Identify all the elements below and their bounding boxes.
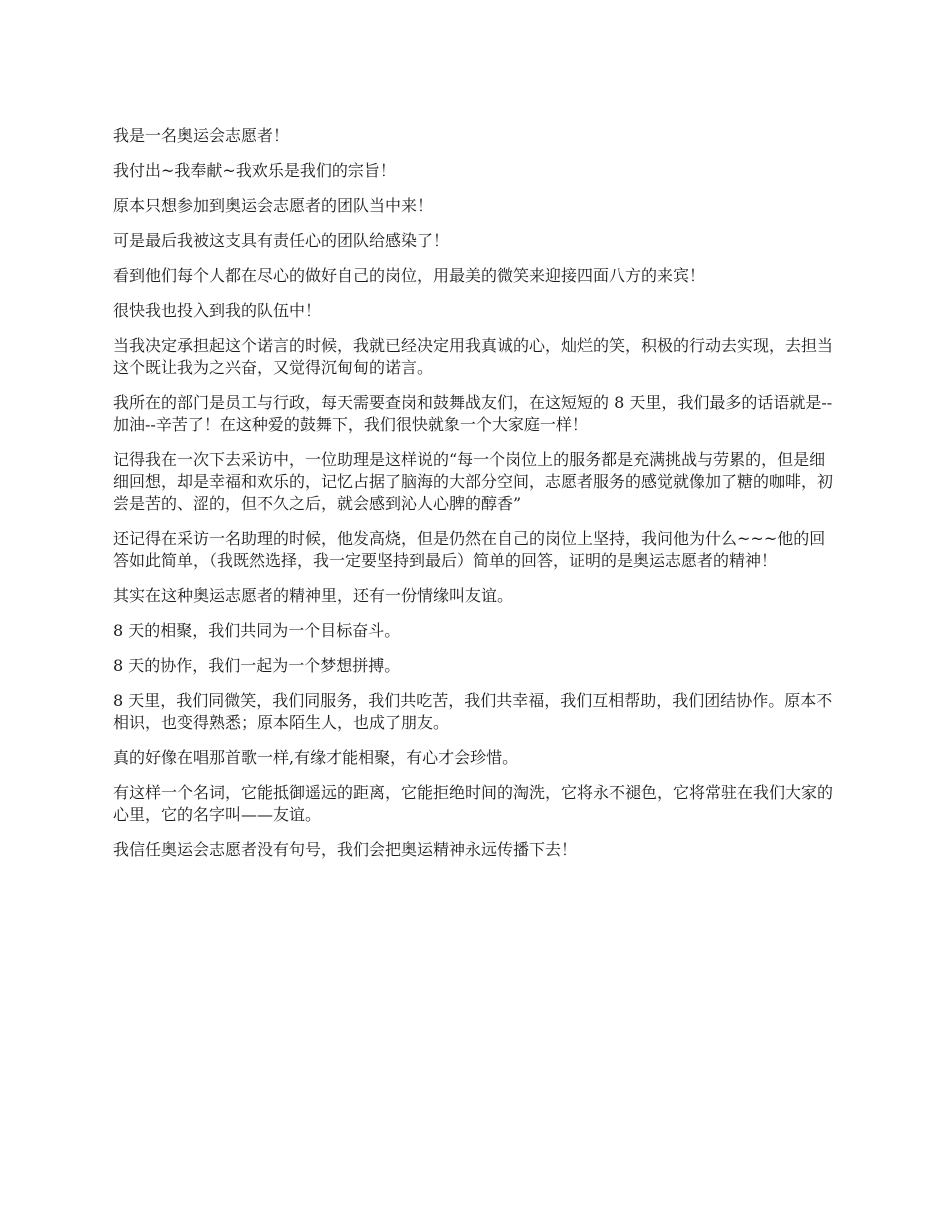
paragraph-1: 我是一名奥运会志愿者！ (113, 126, 290, 145)
paragraph-8: 我所在的部门是员工与行政，每天需要查岗和鼓舞战友们，在这短短的 8 天里，我们最多的话语就是--加油--辛苦了！在这种爱的鼓舞下，我们很快就象一个大家庭一样！ (113, 393, 833, 434)
paragraph-14: 8 天里，我们同微笑，我们同服务，我们共吃苦，我们共幸福，我们互相帮助，我们团结协作。原本不相识，也变得熟悉；原本陌生人，也成了朋友。 (113, 691, 833, 732)
paragraph-6: 很快我也投入到我的队伍中！ (113, 301, 322, 320)
paragraph-3: 原本只想参加到奥运会志愿者的团队当中来！ (113, 196, 434, 215)
paragraph-11: 其实在这种奥运志愿者的精神里，还有一份情缘叫友谊。 (113, 586, 514, 605)
paragraph-15: 真的好像在唱那首歌一样,有缘才能相聚，有心才会珍惜。 (113, 748, 519, 767)
paragraph-13: 8 天的协作，我们一起为一个梦想拼搏。 (113, 656, 401, 675)
paragraph-16: 有这样一个名词，它能抵御遥远的距离，它能拒绝时间的淘洗，它将永不褪色，它将常驻在我们大家的心里，它的名字叫——友谊。 (113, 783, 834, 824)
paragraph-2: 我付出~我奉献~我欢乐是我们的宗旨！ (113, 161, 396, 180)
paragraph-9: 记得我在一次下去采访中，一位助理是这样说的“每一个岗位上的服务都是充满挑战与劳累的，但是细细回想，却是幸福和欢乐的，记忆占据了脑海的大部分空间，志愿者服务的感觉就像加了糖的咖啡，初尝是苦的、涩的，但不久之后，就会感到沁人心脾的醇香” (113, 450, 834, 513)
paragraph-12: 8 天的相聚，我们共同为一个目标奋斗。 (113, 621, 401, 640)
paragraph-4: 可是最后我被这支具有责任心的团队给感染了！ (113, 231, 450, 250)
paragraph-7: 当我决定承担起这个诺言的时候，我就已经决定用我真诚的心，灿烂的笑，积极的行动去实现，去担当这个既让我为之兴奋，又觉得沉甸甸的诺言。 (113, 336, 834, 377)
paragraph-17: 我信任奥运会志愿者没有句号，我们会把奥运精神永远传播下去！ (113, 840, 578, 859)
paragraph-10: 还记得在采访一名助理的时候，他发高烧，但是仍然在自己的岗位上坚持，我问他为什么~~~他的回答如此简单，（我既然选择，我一定要坚持到最后）简单的回答，证明的是奥运志愿者的精神！ (113, 529, 826, 570)
paragraph-5: 看到他们每个人都在尽心的做好自己的岗位，用最美的微笑来迎接四面八方的来宾！ (113, 266, 706, 285)
document-body (113, 125, 840, 874)
